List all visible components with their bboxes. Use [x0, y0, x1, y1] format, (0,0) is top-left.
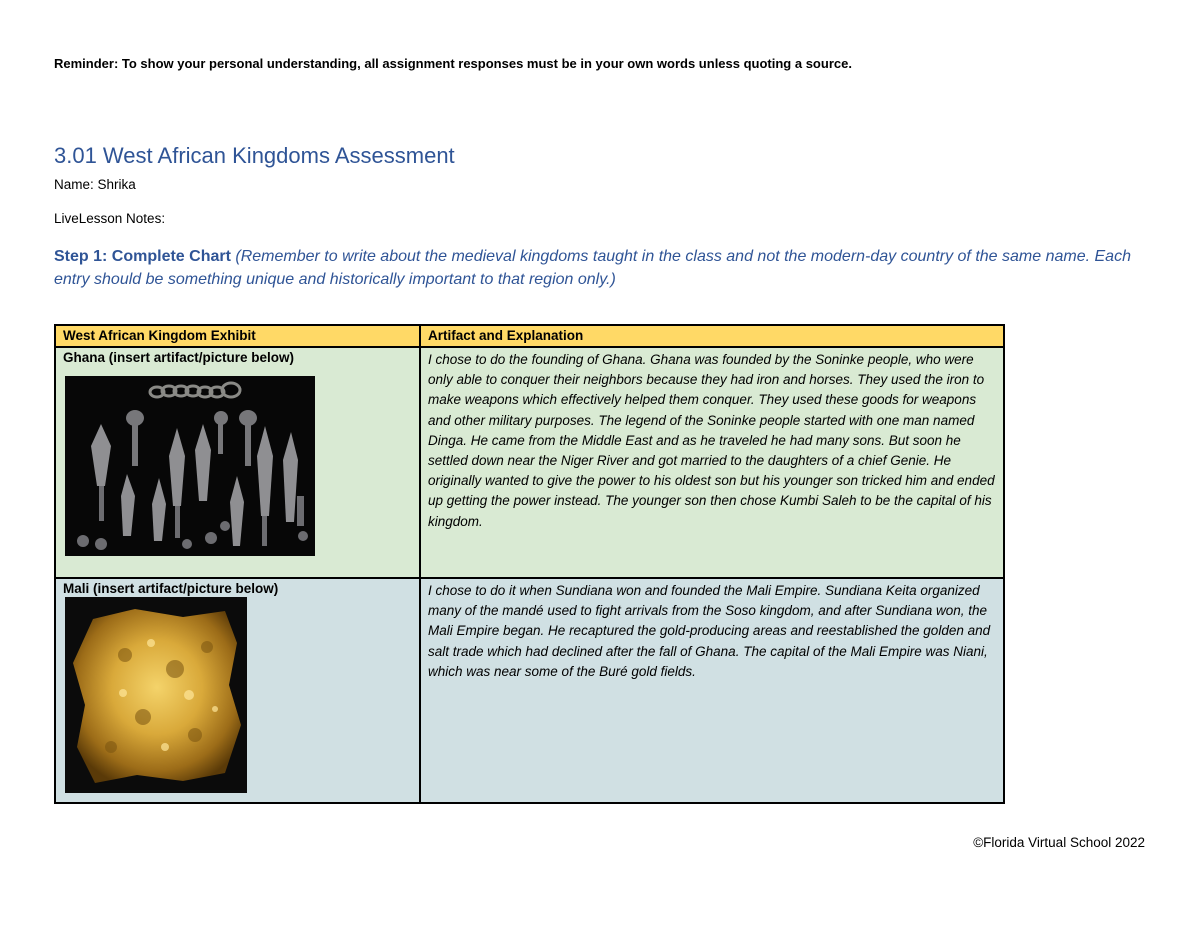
header-artifact-explanation: Artifact and Explanation [420, 325, 1004, 347]
livelesson-notes-label: LiveLesson Notes: [54, 211, 166, 226]
step-instructions [54, 245, 1154, 291]
reminder-text: Reminder: To show your personal understanding, all assignment responses must be in your own words unless quoting a source. [54, 56, 852, 71]
step-label: Step 1: Complete Chart [54, 248, 231, 265]
iron-weapons-image [65, 376, 315, 556]
explanation-cell [420, 578, 1004, 803]
kingdom-label-mali: Mali (insert artifact/picture below) [63, 581, 279, 596]
explanation-ghana: I chose to do the founding of Ghana. Ghana was founded by the Soninke people, who were only able to conquer their neighbors because they had iron and horses. They used the iron to make weapons which effectively helped them conquer. They used these goods for weapons and other military purposes. The legend of the Soninke people started with one man named Dinga. He came from the Middle East and as he traveled he had many sons. But soon he settled down near the Niger River and got married to the daughters of a chief Genie. He originally wanted to give the power to his oldest son but his younger son tricked him and ended up getting the power instead. The younger son then chose Kumbi Saleh to be the capital of his kingdom. [428, 352, 995, 529]
kingdom-label-ghana: Ghana (insert artifact/picture below) [63, 350, 295, 365]
explanation-mali: I chose to do it when Sundiana won and founded the Mali Empire. Sundiana Keita organized many of the mandé used to fight arrivals from the Soso kingdom, and after Sundiana won, the Mali Empire began. He recaptured the gold-producing areas and reestablished the golden and salt trade which had declined after the fall of Ghana. The capital of the Mali Empire was Niani, which was near some of the Buré gold fields. [428, 583, 991, 679]
table-header-row [55, 325, 1004, 347]
kingdom-cell [55, 347, 420, 578]
table-row [55, 347, 1004, 578]
copyright-footer: ©Florida Virtual School 2022 [973, 835, 1145, 850]
kingdoms-chart [54, 324, 1005, 804]
header-kingdom-exhibit: West African Kingdom Exhibit [55, 325, 420, 347]
table-row [55, 578, 1004, 803]
explanation-cell [420, 347, 1004, 578]
gold-nugget-image [65, 597, 247, 793]
kingdom-cell [55, 578, 420, 803]
step-note: (Remember to write about the medieval kingdoms taught in the class and not the modern-day country of the same name. Each entry should be something unique and historically important to that region only.) [54, 248, 1131, 288]
page-title: 3.01 West African Kingdoms Assessment [54, 143, 455, 168]
student-name: Name: Shrika [54, 177, 136, 192]
